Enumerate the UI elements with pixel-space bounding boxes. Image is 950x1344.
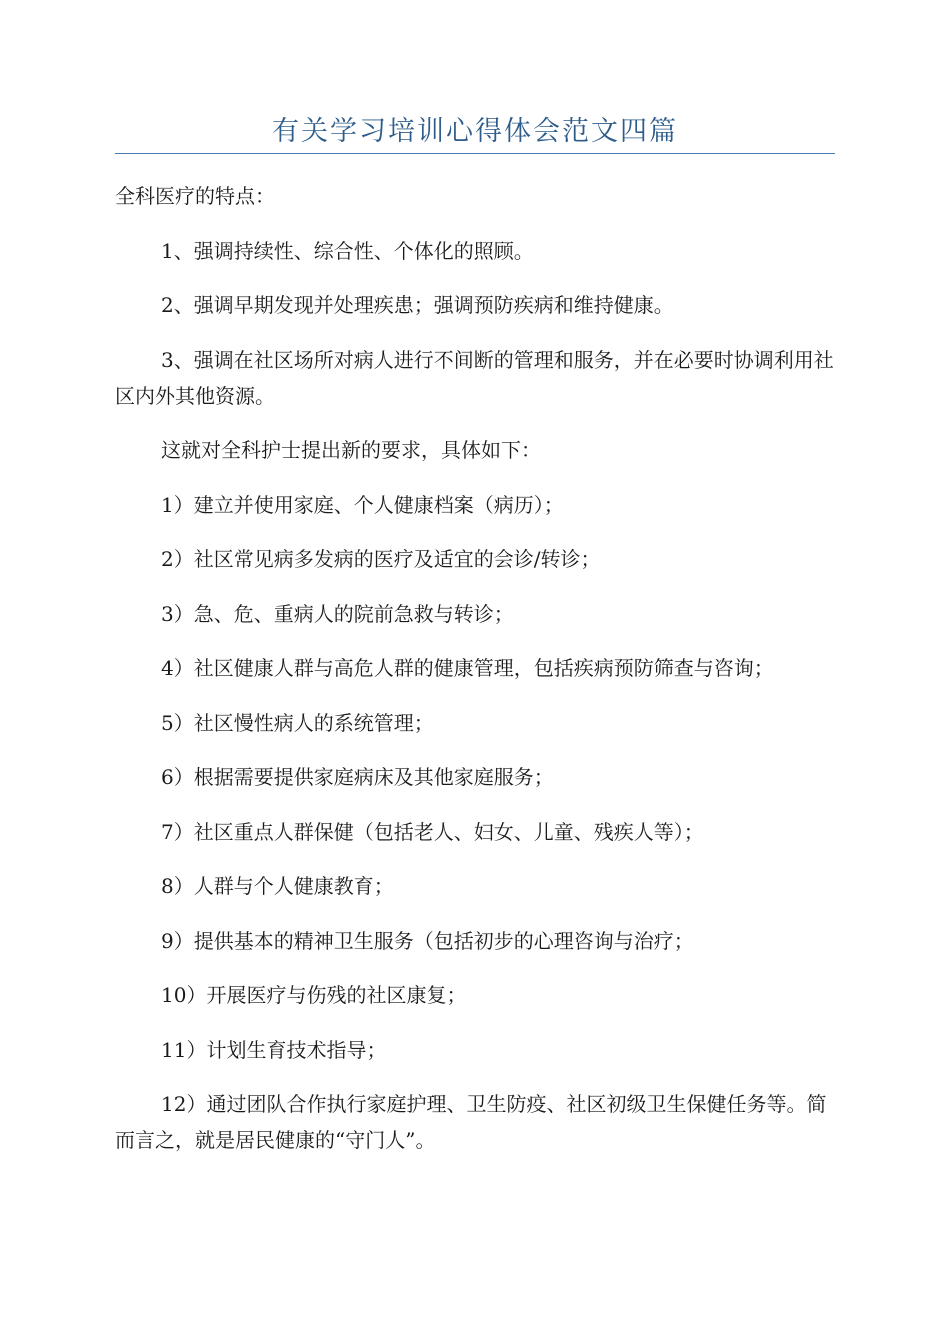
paragraph: 4）社区健康人群与高危人群的健康管理，包括疾病预防筛查与咨询；	[161, 656, 774, 680]
paragraph: 12）通过团队合作执行家庭护理、卫生防疫、社区初级卫生保健任务等。简而言之，就是居民健康的“守门人”。	[115, 1092, 827, 1152]
paragraph: 11）计划生育技术指导；	[161, 1037, 387, 1062]
document-title: 有关学习培训心得体会范文四篇	[272, 116, 678, 147]
paragraph: 3、强调在社区场所对病人进行不间断的管理和服务，并在必要时协调利用社区内外其他资源。	[115, 347, 834, 408]
paragraph: 6）根据需要提供家庭病床及其他家庭服务；	[161, 765, 554, 789]
title-underline	[115, 153, 835, 154]
paragraph: 9）提供基本的精神卫生服务（包括初步的心理咨询与治疗；	[161, 928, 694, 953]
paragraph: 1）建立并使用家庭、个人健康档案（病历）；	[161, 492, 564, 517]
paragraph: 10）开展医疗与伤残的社区康复；	[161, 983, 467, 1007]
paragraph: 1、强调持续性、综合性、个体化的照顾。	[161, 238, 534, 263]
paragraph: 2、强调早期发现并处理疾患；强调预防疾病和维持健康。	[161, 293, 674, 317]
paragraph: 这就对全科护士提出新的要求，具体如下：	[161, 438, 541, 462]
paragraph: 5）社区慢性病人的系统管理；	[161, 710, 434, 735]
paragraph: 8）人群与个人健康教育；	[161, 874, 394, 898]
paragraph: 3）急、危、重病人的院前急救与转诊；	[161, 601, 514, 626]
document-body	[115, 178, 835, 1177]
paragraph: 2）社区常见病多发病的医疗及适宜的会诊/转诊；	[161, 547, 601, 571]
paragraph: 全科医疗的特点：	[115, 184, 275, 208]
paragraph: 7）社区重点人群保健（包括老人、妇女、儿童、残疾人等）；	[161, 819, 704, 844]
